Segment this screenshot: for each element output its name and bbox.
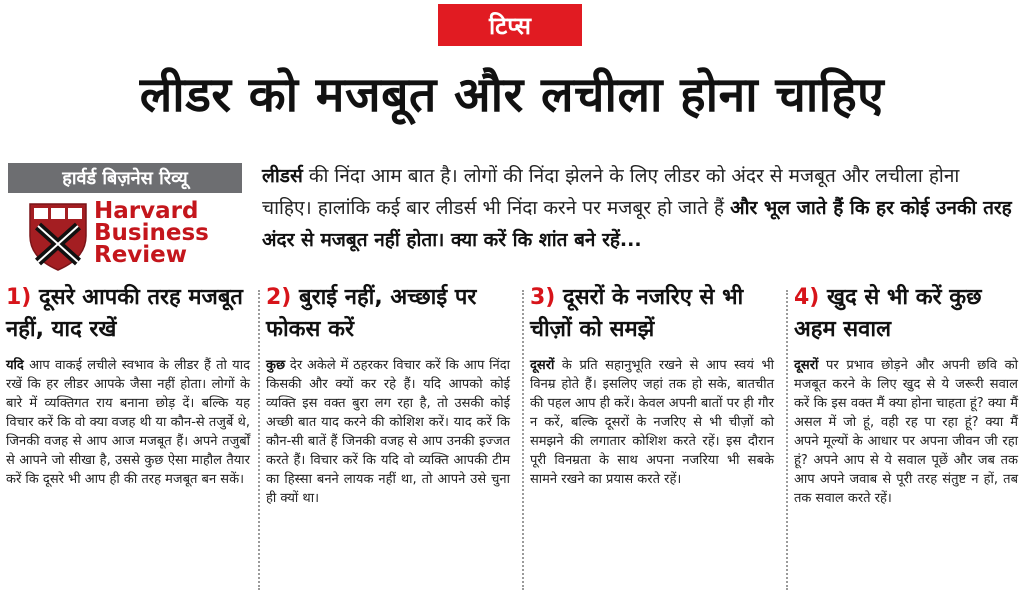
tip-4-number: 4) bbox=[794, 285, 820, 310]
tip-2-text: देर अकेले में ठहरकर विचार करें कि आप निंदा किसकी और क्यों कर रहे हैं। यदि आपको कोई व्यक्ति इस वक्त बुरा लग रहा है, तो उसकी कोई अच्छी बात याद करने की कोशिश करें। याद करें कि कौन-सी बातें हैं जिनकी वजह से आप उनकी इज्जत करते हैं। विचार करें कि यदि वो व्यक्ति आपकी टीम का हिस्सा बनने लायक नहीं था, तो आपने उसे चुना ही क्यों था। bbox=[266, 358, 510, 506]
tip-2-lead: कुछ bbox=[266, 358, 286, 373]
tips-section bbox=[0, 282, 1024, 600]
logo-line-1: Harvard bbox=[94, 198, 199, 224]
intro-text: की निंदा आम बात है। लोगों की निंदा झेलने के लिए लीडर को अंदर से मजबूत और लचीला होना चाहिए। हालांकि कई बार लीडर्स भी निंदा करने पर मजबूर हो जाते हैं bbox=[262, 165, 960, 219]
tip-1-number: 1) bbox=[6, 285, 32, 310]
tip-2-title: बुराई नहीं, अच्छाई पर फोकस करें bbox=[266, 285, 477, 342]
tip-column-4 bbox=[794, 282, 1018, 508]
intro-bold: और भूल जाते हैं कि हर कोई उनकी तरह अंदर से मजबूत नहीं होता। क्या करें कि शांत बने रहें... bbox=[262, 197, 1012, 251]
section-tag: टिप्स bbox=[438, 4, 582, 46]
tip-1-lead: यदि bbox=[6, 358, 24, 373]
tip-4-title: खुद से भी करें कुछ अहम सवाल bbox=[794, 285, 982, 342]
tip-4-lead: दूसरों bbox=[794, 358, 819, 373]
tip-2-heading bbox=[266, 282, 510, 346]
tip-3-heading bbox=[530, 282, 774, 346]
hbr-logo bbox=[28, 200, 228, 274]
tip-column-3 bbox=[530, 282, 774, 489]
tip-3-body bbox=[530, 356, 774, 489]
tip-column-1 bbox=[6, 282, 250, 489]
tip-1-text: आप वाकई लचीले स्वभाव के लीडर हैं तो याद रखें कि हर लीडर आपके जैसा नहीं होता। लोगों के बारे में व्यक्तिगत राय बनाना छोड़ दें। बल्कि यह विचार करें कि वो क्या वजह थी या कौन-से तजुर्बे थे, जिनकी वजह से आप आज मजबूत हैं। अपने तजुर्बों से आपने जो सीखा है, उससे कुछ ऐसा माहौल तैयार करें कि दूसरे भी आप ही की तरह मजबूत बन सकें। bbox=[6, 358, 250, 487]
logo-line-2: Business bbox=[94, 220, 209, 246]
tip-1-title: दूसरे आपकी तरह मजबूत नहीं, याद रखें bbox=[6, 285, 243, 342]
tip-2-number: 2) bbox=[266, 285, 292, 310]
tip-4-body bbox=[794, 356, 1018, 508]
tip-3-text: के प्रति सहानुभूति रखने से आप स्वयं भी विनम्र होते हैं। इसलिए जहां तक हो सके, बातचीत की पहल आप ही करें। केवल अपनी बातों पर ही गौर न करें, बल्कि दूसरों के नजरिए से भी चीज़ों को समझने की लगातार कोशिश करते रहें। इस दौरान पूरी विनम्रता के साथ अपना नजरिया भी सबके सामने रखने का प्रयास करते रहें। bbox=[530, 358, 774, 487]
tip-column-2 bbox=[266, 282, 510, 508]
tip-3-title: दूसरों के नजरिए से भी चीज़ों को समझें bbox=[530, 285, 744, 342]
intro-lead: लीडर्स bbox=[262, 165, 303, 187]
logo-line-3: Review bbox=[94, 242, 188, 268]
tip-1-body bbox=[6, 356, 250, 489]
hbr-wordmark bbox=[94, 200, 209, 266]
tip-3-number: 3) bbox=[530, 285, 556, 310]
tip-4-heading bbox=[794, 282, 1018, 346]
page-headline: लीडर को मजबूत और लचीला होना चाहिए bbox=[139, 67, 885, 123]
tip-2-body bbox=[266, 356, 510, 508]
tip-4-text: पर प्रभाव छोड़ने और अपनी छवि को मजबूत करने के लिए खुद से ये जरूरी सवाल करें कि इस वक्त मैं क्या होना चाहता हूं? क्या मैं असल में जो हूं, वही रह पा रहा हूं? क्या मैं अपने मूल्यों के आधार पर अपना जीवन जी रहा हूं? अपने आप से ये सवाल पूछें और जब तक आप अपने जवाब से पूरी तरह संतुष्ट न हों, तब तक सवाल करते रहें। bbox=[794, 358, 1018, 506]
tip-3-lead: दूसरों bbox=[530, 358, 555, 373]
harvard-shield-icon bbox=[28, 202, 88, 272]
source-label: हार्वर्ड बिज़नेस रिव्यू bbox=[8, 163, 242, 193]
intro-paragraph bbox=[262, 160, 1012, 256]
tip-1-heading bbox=[6, 282, 250, 346]
